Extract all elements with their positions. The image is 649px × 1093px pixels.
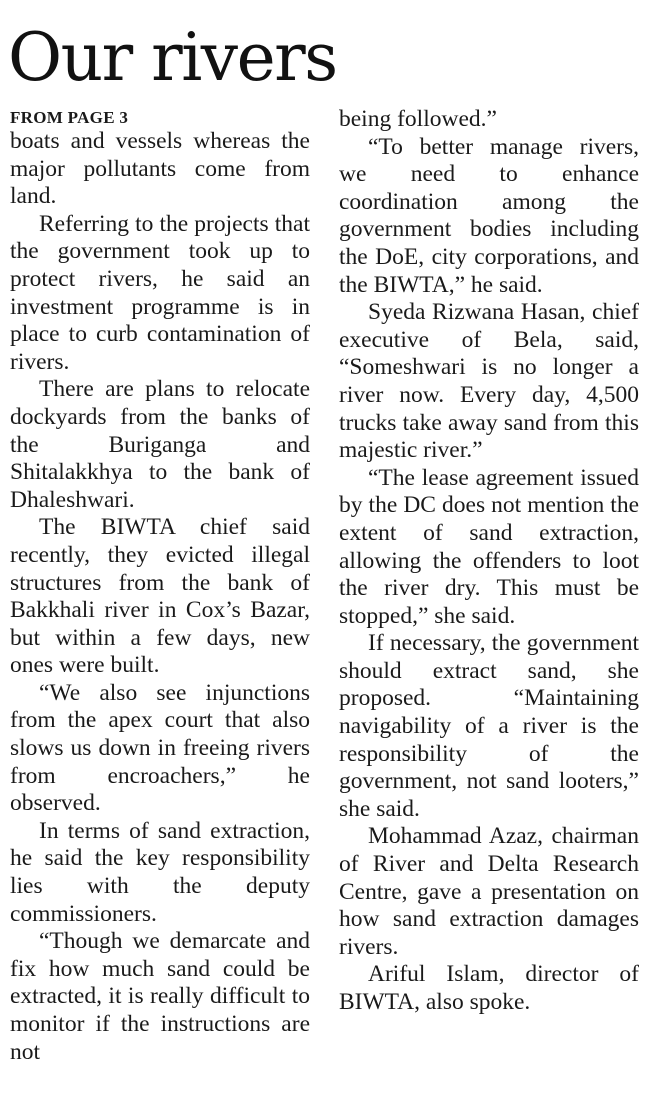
continued-from-kicker: FROM PAGE 3 [10,108,129,127]
paragraph: “The lease agreement issued by the DC does not mention the extent of sand extraction, allowing the offenders to loot the river dry. This must be stopped,” she said. [339,464,639,629]
article-column-right [339,106,639,1017]
paragraph: Mohammad Azaz, chairman of River and Delta Research Centre, gave a presentation on how sand extraction damages rivers. [339,823,639,960]
paragraph: “We also see injunctions from the apex court that also slows us down in freeing rivers from encroachers,” he observed. [10,679,310,817]
headline: Our rivers [8,19,337,96]
paragraph: Ariful Islam, director of BIWTA, also spoke. [339,961,639,1015]
paragraph: “To better manage rivers, we need to enhance coordination among the government bodies including the DoE, city corporations, and the BIWTA,” he said. [339,133,639,298]
paragraph: Referring to the projects that the government took up to protect rivers, he said an investment programme is in place to curb contamination of rivers. [10,210,310,375]
paragraph: “Though we demarcate and fix how much sand could be extracted, it is really difficult to monitor if the instructions are not [10,928,310,1065]
paragraph: Syeda Rizwana Hasan, chief executive of Bela, said, “Someshwari is no longer a river now. Every day, 4,500 trucks take away sand from this majestic river.” [339,299,639,464]
article-column-left [10,106,310,1066]
paragraph: boats and vessels whereas the major pollutants come from land. [10,128,310,210]
paragraph: There are plans to relocate dockyards from the banks of the Buriganga and Shitalakkhya to the bank of Dhaleshwari. [10,376,310,513]
paragraph: In terms of sand extraction, he said the key responsibility lies with the deputy commissioners. [10,817,310,927]
paragraph: If necessary, the government should extract sand, she proposed. “Maintaining navigability of a river is the responsibility of the government, not sand looters,” she said. [339,630,639,822]
paragraph: The BIWTA chief said recently, they evicted illegal structures from the bank of Bakkhali river in Cox’s Bazar, but within a few days, new ones were built. [10,514,310,679]
paragraph: being followed.” [339,106,497,132]
